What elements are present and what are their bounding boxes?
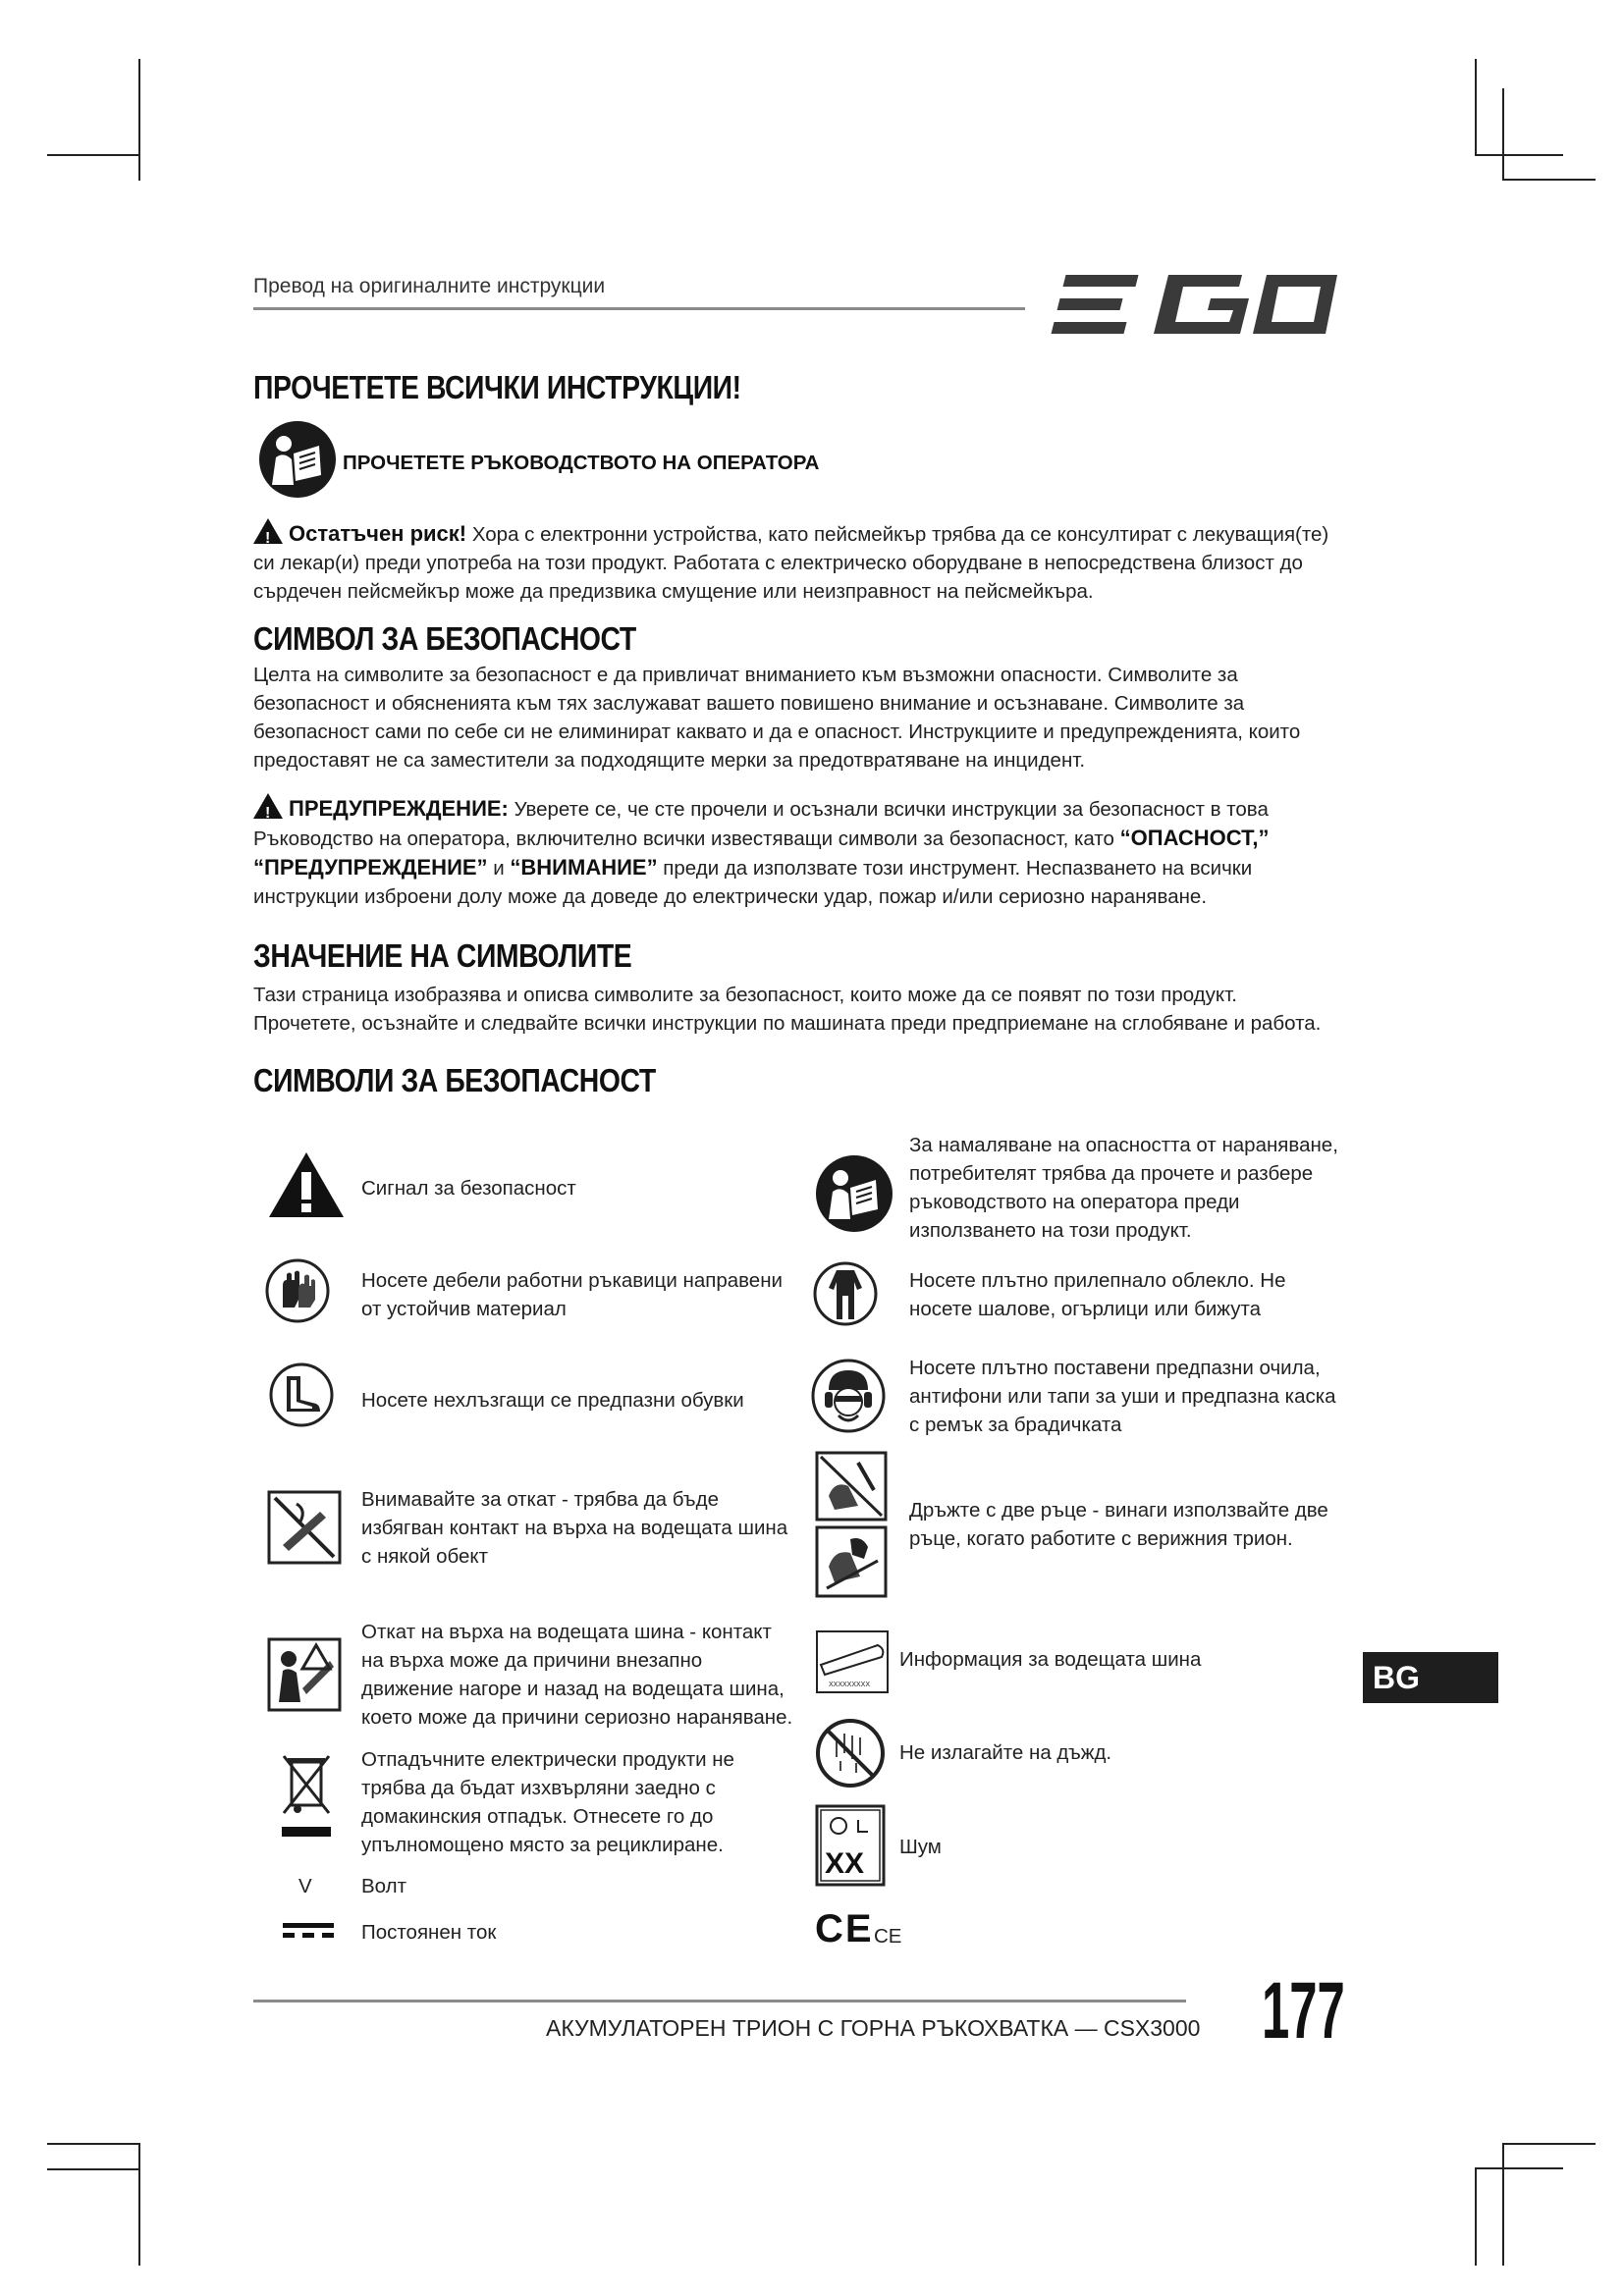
text-line: инструкции изброени долу може да доведе до електрически удар, пожар и/или сериозно нараняване.: [253, 885, 1208, 908]
text-line: домакинския отпадък. Отнесете го до: [361, 1805, 714, 1828]
kickback-warning-icon: [267, 1637, 342, 1712]
text-line: използването на този продукт.: [909, 1219, 1192, 1242]
footer-rule: [253, 2000, 1186, 2002]
text-line: което може да причини сериозно нараняване.: [361, 1706, 793, 1729]
warning-triangle-icon: [253, 793, 283, 819]
crop-mark: [47, 2168, 140, 2170]
two-hands-text: [909, 1496, 1328, 1553]
crop-mark: [47, 154, 140, 156]
warning-triangle-icon: [253, 518, 283, 544]
crop-mark: [1502, 88, 1504, 181]
text-line: упълномощено място за рециклиране.: [361, 1834, 724, 1856]
crop-mark: [1475, 2167, 1477, 2266]
boots-text: Носете нехлъзгащи се предпазни обувки: [361, 1389, 744, 1412]
fitted-clothing-icon: [813, 1258, 878, 1329]
text-line: За намаляване на опасността от нараняване,: [909, 1134, 1338, 1156]
dc-text: Постоянен ток: [361, 1921, 497, 1944]
head-protection-text: [909, 1354, 1336, 1439]
gloves-text: [361, 1266, 783, 1323]
text-line: Тази страница изобразява и описва символите за безопасност, които може да се появят по този продукт.: [253, 984, 1237, 1006]
footer-title: АКУМУЛАТОРЕН ТРИОН С ГОРНА РЪКОХВАТКА — CSX3000: [546, 2015, 1201, 2041]
text-line: ръководството на оператора преди: [909, 1191, 1240, 1213]
bar-label: XXXXXXXXX: [829, 1682, 871, 1688]
text-line: преди да използвате този инструмент. Неспазването на всички: [657, 857, 1253, 880]
noise-level: XX: [825, 1847, 865, 1880]
text-line: предоставят не са заместители за подходящите мерки за предотвратяване на инцидент.: [253, 749, 1086, 772]
crop-mark: [1502, 2143, 1504, 2266]
read-manual-icon: [815, 1154, 893, 1233]
section-title-safety-symbol: СИМВОЛ ЗА БЕЗОПАСНОСТ: [253, 620, 636, 657]
text-line: с ремък за брадичката: [909, 1414, 1122, 1436]
text-line: Носете плътно поставени предпазни очила,: [909, 1357, 1321, 1379]
risk-lead: Остатъчен риск!: [289, 521, 467, 546]
weee-bin-icon: [280, 1752, 333, 1841]
text-line: безопасност сами по себе си не елиминират каквато и да е опасност. Инструкциите и предупрежденията, които: [253, 721, 1301, 743]
safety-boots-icon: [269, 1362, 334, 1427]
text-line: Прочетете, осъзнайте и следвайте всички инструкции по машината преди предприемане на сглобяване и работа.: [253, 1012, 1322, 1035]
text-line: Целта на символите за безопасност е да привличат вниманието към възможни опасности. Символите за: [253, 664, 1238, 686]
warning-keyword: “ПРЕДУПРЕЖДЕНИЕ”: [253, 855, 488, 880]
read-manual-icon: [258, 420, 337, 499]
crop-mark: [138, 2143, 140, 2266]
warning-paragraph: [253, 793, 1353, 911]
warning-lead: ПРЕДУПРЕЖДЕНИЕ:: [289, 796, 509, 821]
volt-text: Волт: [361, 1875, 406, 1897]
crop-mark: [138, 59, 140, 181]
language-tab: BG: [1363, 1652, 1498, 1703]
text-line: Носете плътно прилепнало облекло. Не: [909, 1269, 1286, 1292]
ce-mark-icon: CE: [815, 1907, 874, 1950]
risk-text-3: сърдечен пейсмейкър може да предизвика смущение или неизправност на пейсмейкъра.: [253, 580, 1094, 603]
noise-text: Шум: [899, 1836, 942, 1858]
volt-symbol: V: [298, 1875, 312, 1897]
clothing-text: [909, 1266, 1286, 1323]
danger-keyword: “ОПАСНОСТ,”: [1119, 826, 1270, 850]
text-line: трябва да бъдат изхвърляни заедно с: [361, 1777, 716, 1799]
crop-mark: [47, 2143, 140, 2145]
head-protection-icon: [811, 1359, 886, 1433]
text-line: безопасност и обясненията към тях заслужават вашето повишено внимание и осъзнаване. Символите за: [253, 692, 1245, 715]
two-hands-icon: [815, 1451, 888, 1598]
risk-text-1: Хора с електронни устройства, като пейсмейкър трябва да се консултират с лекуващия(те): [466, 523, 1329, 546]
ego-logo: [1051, 265, 1345, 344]
guide-bar-icon: [815, 1629, 890, 1694]
no-rain-icon: [815, 1718, 886, 1789]
manual-label: ПРОЧЕТЕТЕ РЪКОВОДСТВОТО НА ОПЕРАТОРА: [343, 452, 820, 474]
safety-symbol-paragraph: [253, 661, 1353, 774]
risk-text-2: си лекар(и) преди употреба на този продукт. Работата с електрическо оборудване в непосредствена близост до: [253, 552, 1303, 574]
gloves-icon: [265, 1258, 330, 1323]
kickback-text: [361, 1485, 787, 1571]
text-line: с някой обект: [361, 1545, 489, 1568]
symbol-meaning-paragraph: [253, 981, 1353, 1038]
text-line: Уверете се, че сте прочели и осъзнали всички инструкции за безопасност в това: [508, 798, 1269, 821]
crop-mark: [1502, 179, 1596, 181]
tip-kickback-text: [361, 1618, 792, 1732]
weee-text: [361, 1745, 734, 1859]
crop-mark: [1502, 2143, 1596, 2145]
caution-keyword: “ВНИМАНИЕ”: [510, 855, 658, 880]
text-line: Отпадъчните електрически продукти не: [361, 1748, 734, 1771]
text-line: Внимавайте за откат - трябва да бъде: [361, 1488, 719, 1511]
header-rule: [253, 307, 1025, 310]
section-title-safety-symbols: СИМВОЛИ ЗА БЕЗОПАСНОСТ: [253, 1062, 656, 1098]
text-line: избягван контакт на върха на водещата шина: [361, 1517, 788, 1539]
text-line: и: [487, 857, 511, 880]
text-line: на върха може да причини внезапно: [361, 1649, 703, 1672]
no-rain-text: Не излагайте на дъжд.: [899, 1741, 1112, 1764]
text-line: от устойчив материал: [361, 1298, 567, 1320]
section-title-read-instructions: ПРОЧЕТЕТЕ ВСИЧКИ ИНСТРУКЦИИ!: [253, 369, 741, 405]
text-line: Носете дебели работни ръкавици направени: [361, 1269, 783, 1292]
safety-alert-text: Сигнал за безопасност: [361, 1177, 576, 1200]
text-line: носете шалове, огърлици или бижута: [909, 1298, 1262, 1320]
document-subtitle: Превод на оригиналните инструкции: [253, 275, 606, 297]
text-line: Откат на върха на водещата шина - контакт: [361, 1621, 772, 1643]
crop-mark: [1475, 59, 1477, 155]
ce-text: CE: [874, 1925, 902, 1948]
section-title-symbol-meaning: ЗНАЧЕНИЕ НА СИМВОЛИТЕ: [253, 937, 632, 974]
noise-icon: [815, 1804, 886, 1887]
read-manual-text: [909, 1131, 1338, 1245]
text-line: Ръководство на оператора, включително всички известяващи символи за безопасност, като: [253, 828, 1120, 850]
guide-bar-text: Информация за водещата шина: [899, 1648, 1202, 1671]
crop-mark: [1475, 154, 1563, 156]
page-number: 177: [1262, 1966, 1345, 2056]
text-line: Дръжте с две ръце - винаги използвайте две: [909, 1499, 1328, 1522]
direct-current-icon: [283, 1921, 334, 1941]
safety-alert-icon: [267, 1150, 346, 1219]
text-line: потребителят трябва да прочете и разбере: [909, 1162, 1314, 1185]
kickback-icon: [267, 1490, 342, 1565]
residual-risk-paragraph: [253, 518, 1353, 606]
text-line: антифони или тапи за уши и предпазна каска: [909, 1385, 1336, 1408]
text-line: движение нагоре и назад на водещата шина,: [361, 1678, 785, 1700]
crop-mark: [1475, 2167, 1563, 2169]
text-line: ръце, когато работите с верижния трион.: [909, 1527, 1293, 1550]
